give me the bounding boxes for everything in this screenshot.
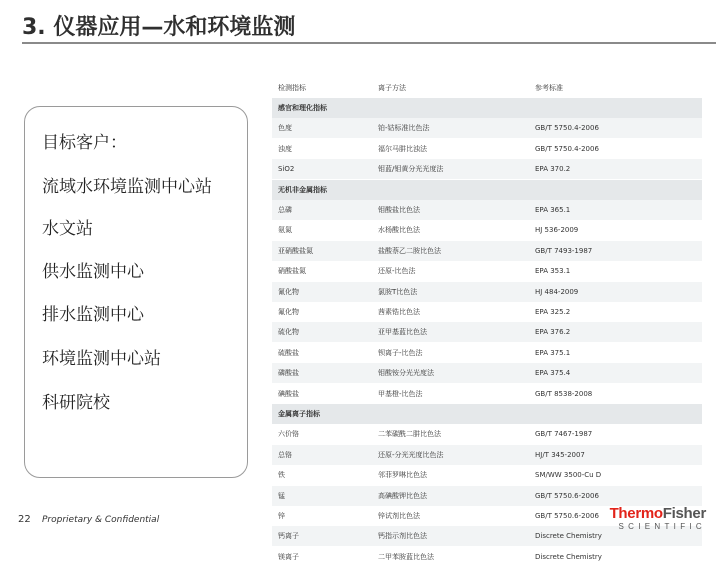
cell-standard: Discrete Chemistry [535, 532, 602, 541]
cell-method: 高碘酸钾比色法 [378, 491, 427, 500]
cell-indicator: 氰化物 [278, 287, 299, 296]
cell-method: 亚甲基蓝比色法 [378, 328, 427, 337]
cell-standard: GB/T 5750.6-2006 [535, 512, 599, 520]
cell-indicator: 色度 [278, 124, 292, 133]
cell-standard: SM/WW 3500-Cu D [535, 471, 602, 480]
customer-item: 供水监测中心 [42, 262, 144, 282]
table-row [272, 384, 702, 404]
cell-method: 二甲苯胺蓝比色法 [378, 552, 434, 561]
cell-standard: GB/T 5750.4-2006 [535, 144, 599, 153]
cell-method: 茜素锆比色法 [378, 308, 420, 316]
logo-wordmark [610, 506, 706, 522]
cell-standard: GB/T 5750.6-2006 [535, 491, 599, 500]
thermo-fisher-logo [610, 506, 706, 532]
cell-standard: GB/T 5750.4-2006 [535, 124, 599, 133]
cell-method: 盐酸萘乙二胺比色法 [378, 246, 441, 255]
cell-method: 邻菲罗啉比色法 [378, 471, 427, 480]
section-title: 无机非金属指标 [278, 185, 327, 194]
cell-standard: GB/T 7467-1987 [535, 430, 593, 439]
table-row [272, 322, 702, 342]
cell-indicator: 锰 [278, 491, 285, 500]
cell-indicator: 总磷 [278, 206, 292, 214]
title-divider [22, 42, 716, 44]
table-row [272, 282, 702, 302]
cell-method: 铂-钴标准比色法 [378, 124, 430, 133]
table-row [272, 261, 702, 281]
table-row [272, 302, 702, 322]
cell-indicator: 氨氮 [278, 226, 292, 235]
cell-standard: EPA 365.1 [535, 206, 571, 214]
cell-method: 还原-分光光度比色法 [378, 450, 444, 459]
header-indicator: 检测指标 [278, 84, 306, 92]
logo-fisher: Fisher [662, 505, 706, 522]
cell-standard: GB/T 7493-1987 [535, 246, 593, 255]
cell-indicator: 浊度 [278, 144, 292, 153]
cell-indicator: 磷酸盐 [278, 369, 299, 378]
customer-item: 科研院校 [42, 393, 110, 413]
cell-standard: EPA 375.4 [535, 369, 571, 378]
cell-method: 钙指示剂比色法 [378, 532, 427, 541]
page-title: 3. 仪器应用—水和环境监测 [22, 15, 296, 40]
cell-indicator: 铁 [278, 471, 285, 480]
cell-method: 锌试剂比色法 [378, 512, 420, 520]
cell-indicator: 硫酸盐 [278, 348, 299, 357]
table-row [272, 486, 702, 506]
cell-standard: EPA 375.1 [535, 348, 571, 357]
cell-indicator: 镁离子 [278, 552, 299, 561]
confidential-note: Proprietary & Confidential [42, 515, 160, 525]
cell-indicator: 六价铬 [278, 430, 299, 439]
cell-method: 钼酸盐比色法 [378, 206, 420, 214]
logo-thermo: Thermo [609, 505, 663, 522]
cell-method: 钼蓝/钼黄分光光度法 [378, 165, 444, 174]
cell-standard: EPA 376.2 [535, 328, 571, 337]
customer-item: 排水监测中心 [42, 305, 144, 325]
table-section-row [272, 404, 702, 424]
customer-item: 水文站 [42, 219, 93, 239]
cell-standard: EPA 370.2 [535, 165, 571, 174]
table-row [272, 220, 702, 240]
cell-indicator: 硝酸盐氮 [278, 267, 306, 276]
cell-method: 钼酸铵分光光度法 [378, 369, 434, 378]
table-row [272, 424, 702, 444]
header-standard: 参考标准 [535, 84, 563, 92]
table-row [272, 445, 702, 465]
customer-item: 环境监测中心站 [42, 349, 161, 369]
header-method: 离子方法 [378, 84, 406, 92]
customer-item: 流域水环境监测中心站 [42, 177, 212, 197]
cell-method: 二苯碳酰二肼比色法 [378, 430, 441, 439]
table-header-row [272, 78, 702, 98]
table-row [272, 465, 702, 485]
cell-standard: EPA 353.1 [535, 267, 571, 276]
cell-indicator: 硫化物 [278, 328, 299, 337]
cell-method: 还原-比色法 [378, 267, 416, 276]
customer-heading: 目标客户： [42, 133, 127, 153]
table-row [272, 118, 702, 138]
section-title: 金属离子指标 [278, 410, 320, 418]
cell-indicator: 碘酸盐 [278, 389, 299, 398]
cell-method: 钡离子-比色法 [378, 348, 423, 357]
cell-method: 甲基橙-比色法 [378, 389, 423, 398]
table-row [272, 547, 702, 567]
cell-standard: EPA 325.2 [535, 308, 571, 316]
customer-box [24, 106, 248, 478]
table-row [272, 343, 702, 363]
cell-indicator: 总铬 [278, 450, 292, 459]
table-row [272, 139, 702, 159]
cell-indicator: 氟化物 [278, 308, 299, 316]
table-section-row [272, 180, 702, 200]
table-section-row [272, 98, 702, 118]
table-row [272, 200, 702, 220]
cell-indicator: 亚硝酸盐氮 [278, 246, 313, 255]
cell-indicator: 钙离子 [278, 532, 299, 541]
table-row [272, 159, 702, 179]
page-number: 22 [18, 514, 31, 525]
cell-standard: HJ/T 345-2007 [535, 450, 585, 459]
table-row [272, 363, 702, 383]
cell-standard: GB/T 8538-2008 [535, 389, 593, 398]
cell-standard: HJ 536-2009 [535, 226, 579, 235]
cell-indicator: 锌 [278, 512, 285, 520]
cell-standard: HJ 484-2009 [535, 287, 579, 296]
cell-standard: Discrete Chemistry [535, 552, 602, 561]
cell-method: 氯胺T比色法 [378, 287, 418, 296]
section-title: 感官和理化指标 [278, 104, 327, 112]
table-row [272, 241, 702, 261]
cell-indicator: SiO2 [278, 165, 295, 174]
cell-method: 福尔马肼比浊法 [378, 144, 427, 153]
cell-method: 水杨酸比色法 [378, 226, 420, 235]
logo-scientific: SCIENTIFIC [618, 522, 706, 531]
